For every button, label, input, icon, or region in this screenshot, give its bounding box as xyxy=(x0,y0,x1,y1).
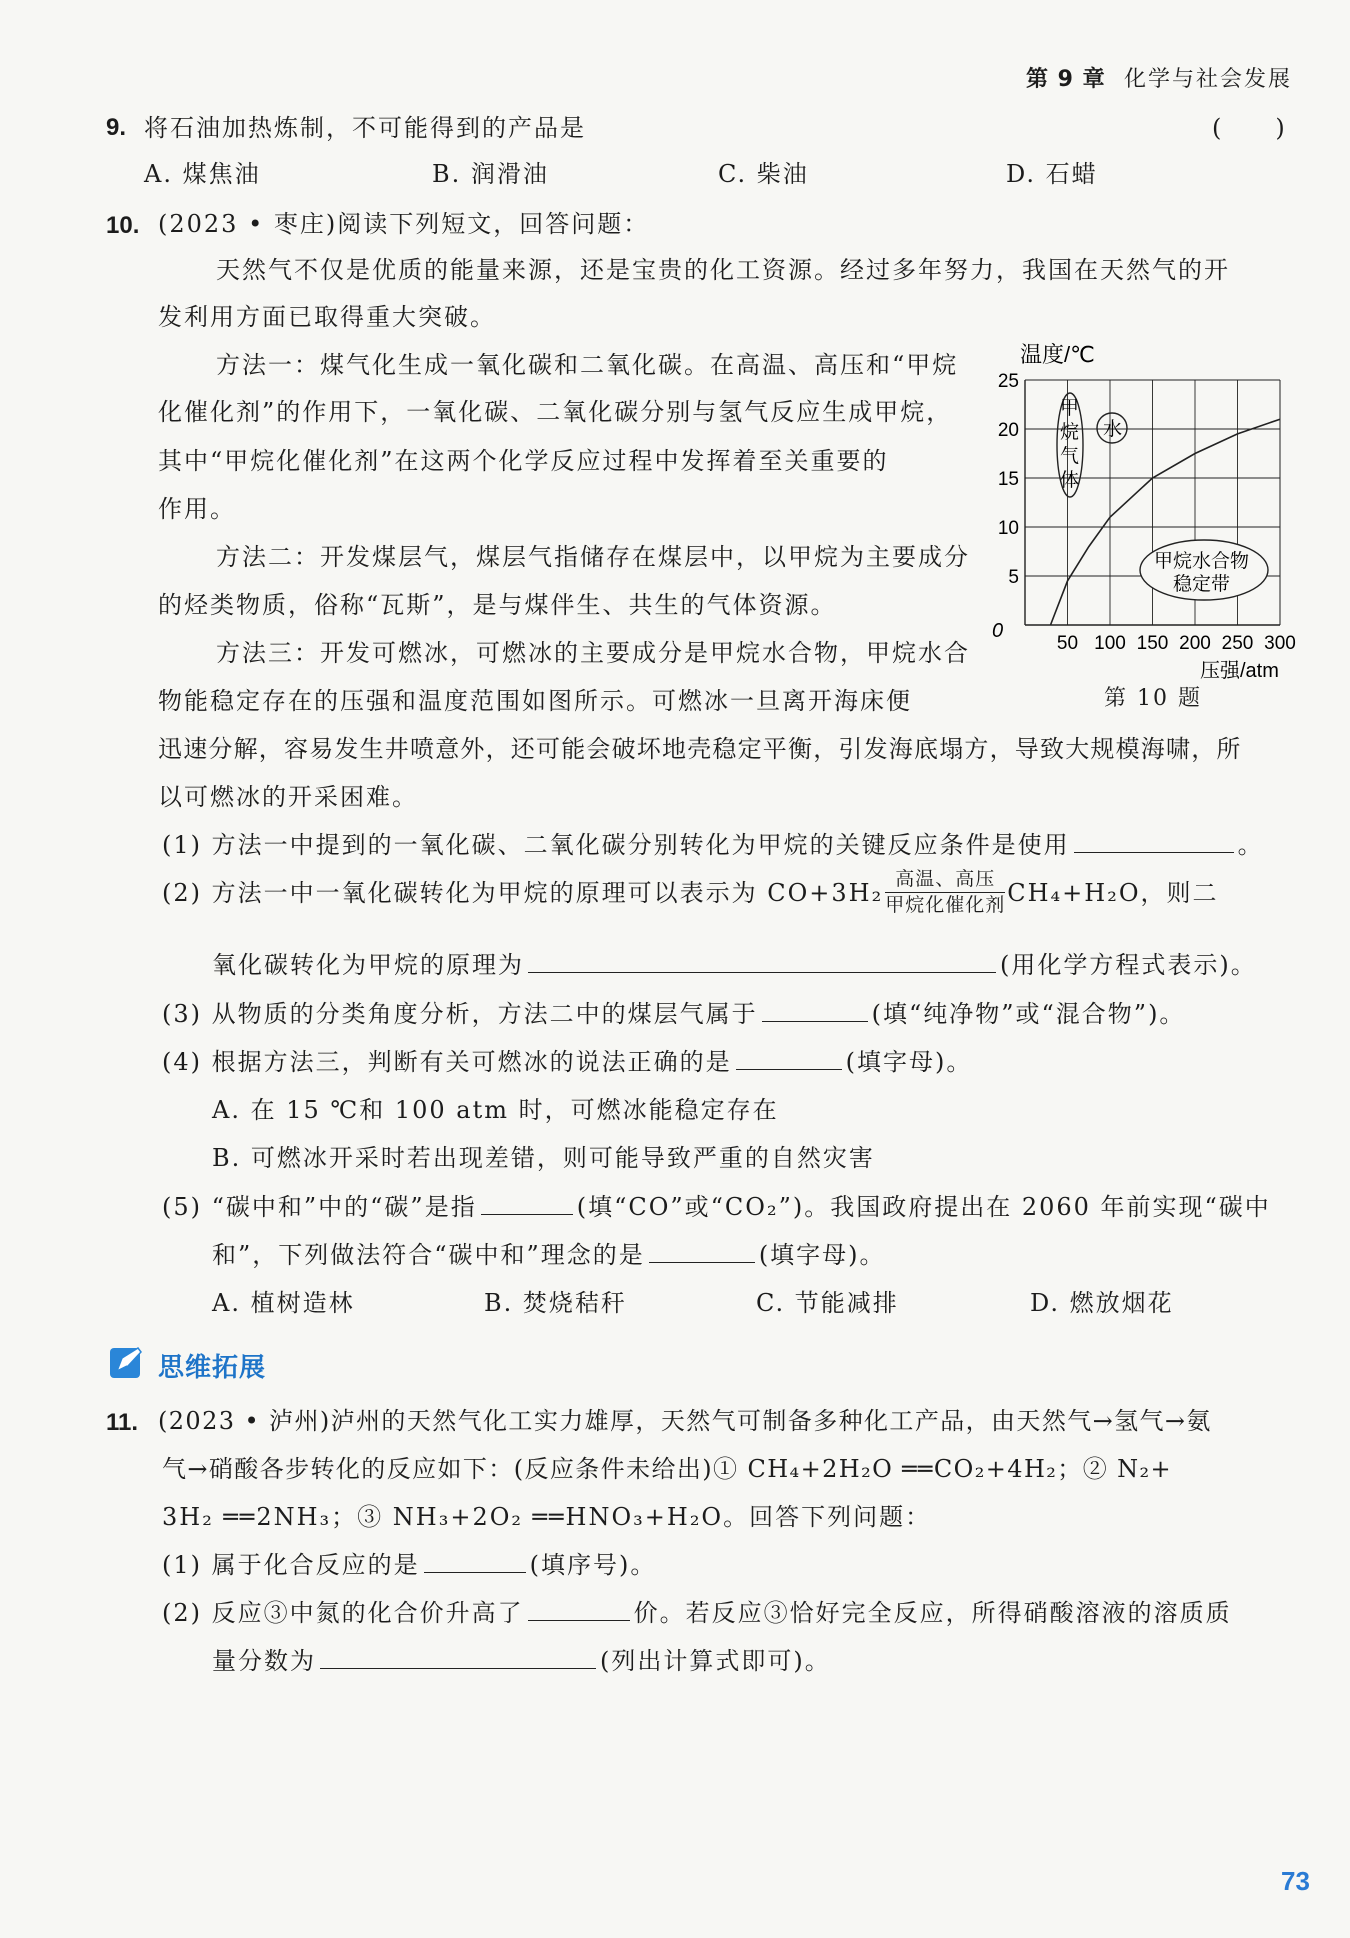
x-tick-label: 50 xyxy=(1056,633,1079,654)
q11-line-1: (2023 • 泸州)泸州的天然气化工实力雄厚，天然气可制备多种化工产品，由天然气→氢气→氨 xyxy=(158,1407,1212,1435)
q10-sub-5-line-2-text: 和”，下列做法符合“碳中和”理念的是 xyxy=(212,1241,645,1269)
q10-sub-4-option-b[interactable]: B. 可燃冰开采时若出现差错，则可能导致严重的自然灾害 xyxy=(212,1144,875,1172)
q10-sub-3-end: (填“纯净物”或“混合物”)。 xyxy=(871,1000,1186,1028)
stable-region-line-2: 稳定带 xyxy=(1173,574,1231,595)
q10-method-3-l2: 物能稳定存在的压强和温度范围如图所示。可燃冰一旦离开海床便 xyxy=(158,687,912,715)
section-title: 思维拓展 xyxy=(158,1353,267,1383)
y-tick-label: 20 xyxy=(997,420,1019,441)
chart-caption: 第 10 题 xyxy=(1104,686,1202,711)
q10-sub-5-line-2 xyxy=(212,1243,886,1267)
q9-option-a[interactable]: A. 煤焦油 xyxy=(144,160,261,188)
q10-sub-1-blank[interactable] xyxy=(1074,851,1234,853)
page-number: 73 xyxy=(1281,1866,1310,1896)
q11-sub-2-line-2-end: (列出计算式即可)。 xyxy=(600,1647,831,1675)
q11-line-3: 3H₂ ══2NH₃；③ NH₃+2O₂ ══HNO₃+H₂O。回答下列问题： xyxy=(162,1503,932,1531)
y-tick-label: 5 xyxy=(1008,567,1019,588)
reaction-condition xyxy=(885,870,1005,915)
y-axis-label: 温度/℃ xyxy=(1020,342,1095,367)
q9-number: 9. xyxy=(106,114,127,141)
pen-square-icon xyxy=(108,1344,148,1380)
q10-method-1-l3: 其中“甲烷化催化剂”在这两个化学反应过程中发挥着至关重要的 xyxy=(158,447,889,475)
q10-sub-5-line-2-end: (填字母)。 xyxy=(758,1241,886,1269)
q11-sub-2-blank-2[interactable] xyxy=(320,1667,596,1669)
chart-ticks xyxy=(998,371,1296,654)
q9-option-b[interactable]: B. 润滑油 xyxy=(432,160,549,188)
x-tick-label: 250 xyxy=(1221,633,1254,654)
q10-number: 10. xyxy=(106,212,140,239)
origin-label: 0 xyxy=(992,620,1004,642)
y-tick-label: 10 xyxy=(997,518,1019,539)
chapter-title: 化学与社会发展 xyxy=(1124,67,1293,92)
q10-sub-2-blank[interactable] xyxy=(528,971,996,973)
q10-sub-5-option-a[interactable]: A. 植树造林 xyxy=(212,1289,355,1317)
q10-sub-3 xyxy=(162,1002,1185,1026)
q11-sub-2 xyxy=(162,1601,1232,1625)
q10-sub-4-option-a[interactable]: A. 在 15 ℃和 100 atm 时，可燃冰能稳定存在 xyxy=(212,1096,779,1124)
q10-sub-2 xyxy=(162,870,1219,915)
q10-sub-5-option-d[interactable]: D. 燃放烟花 xyxy=(1030,1289,1174,1317)
q10-method-2: 方法二：开发煤层气，煤层气指储存在煤层中，以甲烷为主要成分 xyxy=(216,543,970,571)
q10-sub-4-blank[interactable] xyxy=(736,1068,842,1070)
stable-region-line-1: 甲烷水合物 xyxy=(1154,551,1250,572)
q11-sub-1-text: (1) 属于化合反应的是 xyxy=(162,1551,420,1579)
q11-line-2: 气→硝酸各步转化的反应如下：(反应条件未给出)① CH₄+2H₂O ══CO₂+4H₂；② N₂+ xyxy=(162,1455,1173,1483)
q10-sub-2-line-2-end: (用化学方程式表示)。 xyxy=(1000,951,1257,979)
q10-sub-3-text: (3) 从物质的分类角度分析，方法二中的煤层气属于 xyxy=(162,1000,758,1028)
q10-sub-1 xyxy=(162,833,1264,857)
q10-method-1-l2: 化催化剂”的作用下，一氧化碳、二氧化碳分别与氢气反应生成甲烷， xyxy=(158,398,953,426)
q11-sub-1 xyxy=(162,1553,656,1577)
q10-sub-5-blank-2[interactable] xyxy=(649,1261,755,1263)
q10-sub-5-option-b[interactable]: B. 焚烧秸秆 xyxy=(484,1289,627,1317)
gas-region-char-4: 体 xyxy=(1060,470,1080,491)
reaction-condition-bottom: 甲烷化催化剂 xyxy=(885,894,1006,916)
y-tick-label: 15 xyxy=(997,469,1019,490)
q11-sub-1-end: (填序号)。 xyxy=(529,1551,657,1579)
q10-sub-5-option-c[interactable]: C. 节能减排 xyxy=(756,1289,899,1317)
water-region-label: 水 xyxy=(1103,419,1123,440)
q9-answer-paren[interactable]: ( ) xyxy=(1212,114,1287,142)
q11-sub-2-line-2 xyxy=(212,1649,831,1673)
q10-paragraph-1-cont: 发利用方面已取得重大突破。 xyxy=(158,303,496,331)
q11-number: 11. xyxy=(106,1409,139,1436)
q11-sub-2-text: (2) 反应③中氮的化合价升高了 xyxy=(162,1599,524,1627)
q9-option-c[interactable]: C. 柴油 xyxy=(718,160,809,188)
q10-sub-2-text: (2) 方法一中一氧化碳转化为甲烷的原理可以表示为 CO+3H₂ xyxy=(162,878,884,907)
q10-sub-5-blank-1[interactable] xyxy=(481,1213,573,1215)
y-tick-label: 25 xyxy=(997,371,1019,392)
q10-method-3-l3: 迅速分解，容易发生井喷意外，还可能会破坏地壳稳定平衡，引发海底塌方，导致大规模海啸，所 xyxy=(158,735,1242,763)
q10-method-3-l4: 以可燃冰的开采困难。 xyxy=(158,783,418,811)
q10-sub-4-end: (填字母)。 xyxy=(845,1048,973,1076)
q10-paragraph-1: 天然气不仅是优质的能量来源，还是宝贵的化工资源。经过多年努力，我国在天然气的开 xyxy=(216,256,1230,284)
q10-sub-3-blank[interactable] xyxy=(762,1020,868,1022)
reaction-condition-top: 高温、高压 xyxy=(885,870,1005,893)
q10-sub-5-text: (5) “碳中和”中的“碳”是指 xyxy=(162,1193,477,1221)
q11-sub-2-mid: 价。若反应③恰好完全反应，所得硝酸溶液的溶质质 xyxy=(633,1599,1232,1627)
q9-stem: 将石油加热炼制，不可能得到的产品是 xyxy=(144,114,586,142)
q10-sub-2-product: CH₄+H₂O，则二 xyxy=(1007,878,1219,907)
q10-method-1: 方法一：煤气化生成一氧化碳和二氧化碳。在高温、高压和“甲烷 xyxy=(216,351,959,379)
q10-sub-4 xyxy=(162,1050,972,1074)
q10-sub-2-line-2-text: 氧化碳转化为甲烷的原理为 xyxy=(212,951,524,979)
q10-method-1-l4: 作用。 xyxy=(158,495,236,523)
q10-intro: (2023 • 枣庄)阅读下列短文，回答问题： xyxy=(158,210,650,238)
x-tick-label: 200 xyxy=(1179,633,1211,654)
q10-sub-1-text: (1) 方法一中提到的一氧化碳、二氧化碳分别转化为甲烷的关键反应条件是使用 xyxy=(162,831,1070,859)
chapter-label: 第 9 章 xyxy=(1026,67,1106,92)
q10-sub-2-line-2 xyxy=(212,953,1257,977)
q10-method-2-l2: 的烃类物质，俗称“瓦斯”，是与煤伴生、共生的气体资源。 xyxy=(158,591,837,619)
gas-region-char-3: 气 xyxy=(1060,446,1080,467)
hydrate-stability-chart xyxy=(990,340,1296,690)
x-tick-label: 100 xyxy=(1094,633,1126,654)
gas-region-char-1: 甲 xyxy=(1060,398,1080,419)
q9-option-d[interactable]: D. 石蜡 xyxy=(1006,160,1098,188)
x-tick-label: 300 xyxy=(1264,633,1296,654)
q10-sub-5-mid: (填“CO”或“CO₂”)。我国政府提出在 2060 年前实现“碳中 xyxy=(576,1193,1271,1221)
gas-region-char-2: 烷 xyxy=(1060,422,1080,443)
q10-method-3: 方法三：开发可燃冰，可燃冰的主要成分是甲烷水合物，甲烷水合 xyxy=(216,639,970,667)
x-tick-label: 150 xyxy=(1136,633,1169,654)
q10-sub-4-text: (4) 根据方法三，判断有关可燃冰的说法正确的是 xyxy=(162,1048,732,1076)
q11-sub-1-blank[interactable] xyxy=(424,1571,526,1573)
q11-sub-2-line-2-text: 量分数为 xyxy=(212,1647,316,1675)
q10-sub-5 xyxy=(162,1195,1271,1219)
q11-sub-2-blank-1[interactable] xyxy=(528,1619,630,1621)
x-axis-label: 压强/atm xyxy=(1200,660,1279,682)
q10-sub-1-end: 。 xyxy=(1237,831,1264,859)
